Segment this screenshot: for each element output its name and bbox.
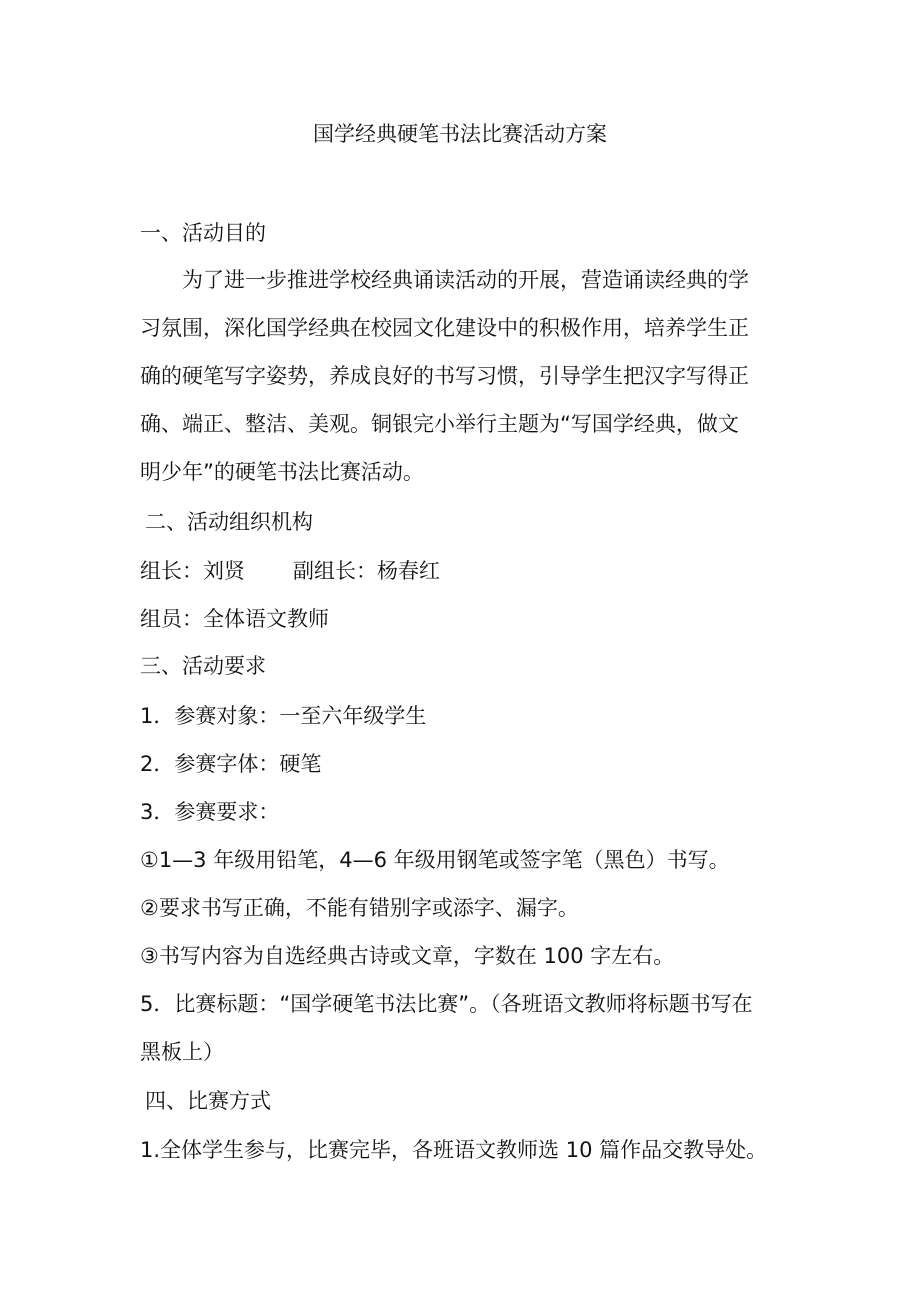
requirement-item-continued: 黑板上） [140, 1040, 224, 1064]
members-line: 组员：全体语文教师 [140, 607, 329, 631]
requirement-item: 3．参赛要求： [140, 800, 280, 824]
sub-requirement-item: ②要求书写正确，不能有错别字或添字、漏字。 [140, 896, 579, 920]
section-heading-method: 四、比赛方式 [145, 1089, 271, 1113]
section-heading-requirements: 三、活动要求 [140, 654, 266, 678]
sub-requirement-item: ③书写内容为自选经典古诗或文章，字数在 100 字左右。 [140, 944, 675, 968]
paragraph-line: 为了进一步推进学校经典诵读活动的开展，营造诵读经典的学 [182, 268, 749, 292]
paragraph-line: 习氛围，深化国学经典在校园文化建设中的积极作用，培养学生正 [140, 316, 749, 340]
paragraph-line: 明少年”的硬笔书法比赛活动。 [140, 460, 424, 484]
section-heading-organization: 二、活动组织机构 [145, 510, 313, 534]
method-item: 1.全体学生参与，比赛完毕，各班语文教师选 10 篇作品交教导处。 [140, 1138, 768, 1162]
requirement-item: 2．参赛字体：硬笔 [140, 752, 322, 776]
paragraph-line: 确、端正、整洁、美观。铜银完小举行主题为“写国学经典，做文 [140, 412, 739, 436]
leader-text: 组长：刘贤 [140, 559, 245, 583]
sub-requirement-item: ①1—3 年级用铅笔，4—6 年级用钢笔或签字笔（黑色）书写。 [140, 848, 730, 872]
leaders-line [140, 557, 440, 585]
section-heading-purpose: 一、活动目的 [140, 221, 266, 245]
deputy-leader-text: 副组长：杨春红 [293, 559, 440, 583]
document-title: 国学经典硬笔书法比赛活动方案 [313, 122, 607, 146]
paragraph-line: 确的硬笔写字姿势，养成良好的书写习惯，引导学生把汉字写得正 [140, 364, 749, 388]
requirement-item: 1．参赛对象：一至六年级学生 [140, 704, 427, 728]
requirement-item: 5．比赛标题：“国学硬笔书法比赛”。（各班语文教师将标题书写在 [140, 992, 753, 1016]
